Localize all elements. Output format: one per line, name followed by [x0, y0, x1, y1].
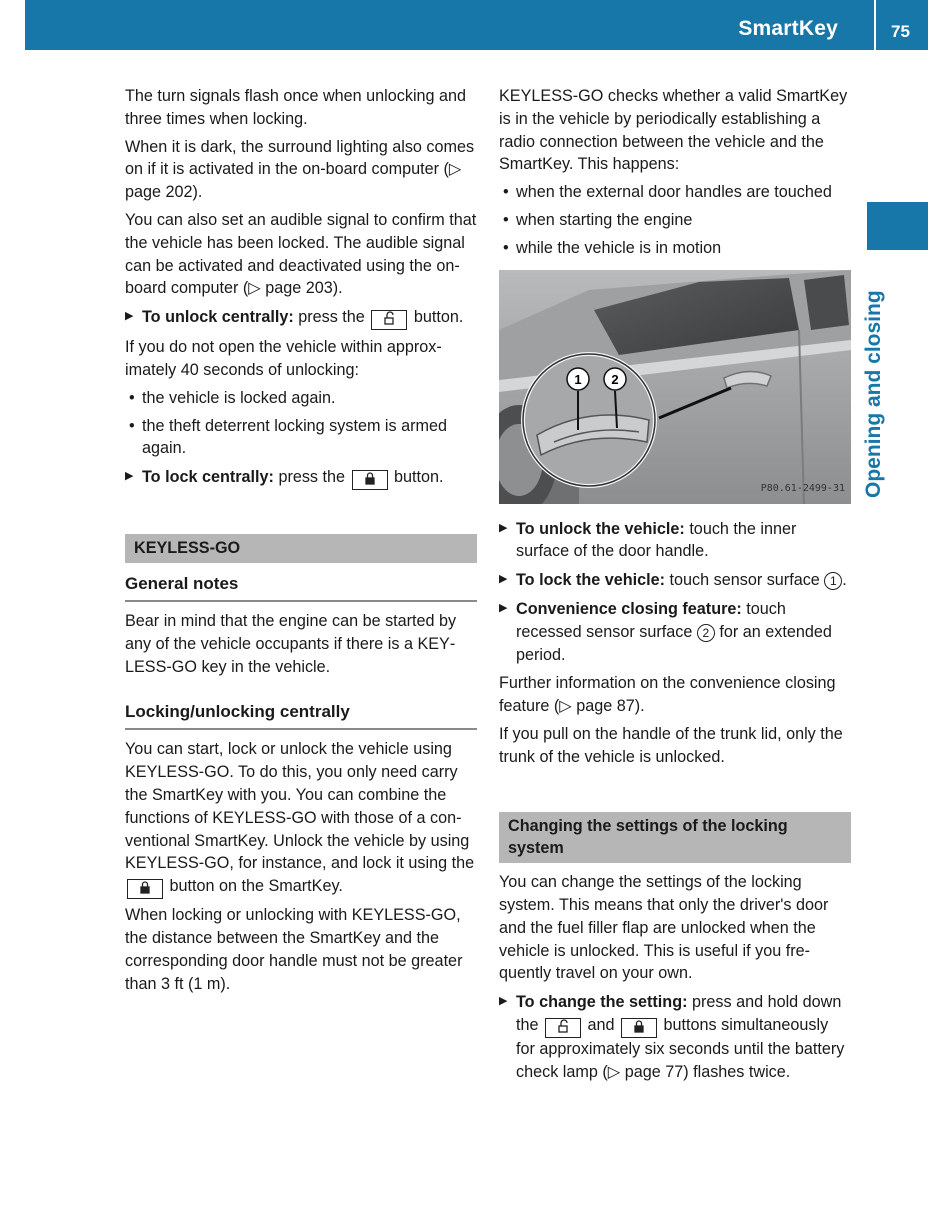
step-arrow-icon: ▶ [125, 470, 134, 483]
step-text: touch sensor surface [669, 571, 820, 590]
paragraph: You can also set an audible signal to confirm that the vehicle has been locked. The audible signal can be activated and deactivated using the on-board computer (▷ page 203). [125, 210, 477, 298]
step-text: for an extended period. [516, 622, 832, 664]
step-lock-centrally [125, 466, 477, 490]
list-item: • when the external door handles are touched [499, 181, 851, 204]
callout-2-ref: 2 [697, 624, 715, 642]
page-number: 75 [891, 22, 910, 41]
figure-code: P80.61-2499-31 [760, 482, 845, 494]
unlock-key-icon [371, 310, 407, 330]
paragraph: When locking or unlocking with KEYLESS-GO, the distance between the SmartKey and the corresponding door handle must not be greater than 3 ft (1 m). [125, 906, 463, 993]
list-item: • while the vehicle is in motion [499, 237, 851, 260]
section-title-locking-settings: Changing the settings of the locking system [499, 812, 851, 864]
step-text: touch the inner surface of the door handle. [516, 519, 797, 561]
header-bar [25, 0, 928, 50]
list-item: • the vehicle is locked again. [125, 387, 477, 410]
header-divider [874, 0, 876, 50]
paragraph: Bear in mind that the engine can be started by any of the vehicle occupants if there is a KEYLESS-GO key in the vehicle. [125, 611, 457, 676]
side-tab-label: Opening and closing [862, 290, 885, 498]
step-arrow-icon: ▶ [499, 995, 508, 1008]
step-label: To unlock centrally: [142, 308, 294, 327]
step-text: press and hold down the [516, 993, 842, 1034]
unlock-key-icon [545, 1018, 581, 1038]
subheading-general-notes: General notes [125, 573, 477, 602]
step-label: To lock the vehicle: [516, 571, 666, 590]
step-convenience-closing [499, 598, 851, 666]
paragraph: Further information on the convenience closing feature (▷ page 87). [499, 674, 836, 716]
header-title: SmartKey [738, 17, 838, 40]
step-text: touch recessed sensor surface [516, 599, 786, 641]
step-label: To change the setting: [516, 993, 688, 1012]
section-title-keyless-go: KEYLESS-GO [125, 534, 477, 563]
step-arrow-icon: ▶ [499, 573, 508, 586]
left-column [125, 85, 477, 1000]
step-text: button. [394, 468, 444, 487]
list-item: • when starting the engine [499, 209, 851, 232]
step-label: To lock centrally: [142, 468, 274, 487]
step-text: buttons simultaneously for approximately six seconds until the battery check lamp (▷ page 77) flashes twice. [516, 1015, 845, 1081]
paragraph: You can change the settings of the locking system. This means that only the driver's door and the fuel filler flap are unlocked when the vehicle is unlocked. This is useful if you frequently travel on your own. [499, 873, 829, 983]
callout-1-ref: 1 [824, 572, 842, 590]
paragraph: KEYLESS-GO checks whether a valid SmartKey is in the vehicle by periodically establishing a radio connection between the vehicle and the SmartKey. This happens: [499, 87, 848, 174]
list-item: • the theft deterrent locking system is armed again. [125, 415, 477, 461]
step-text: press the [278, 468, 346, 487]
step-arrow-icon: ▶ [499, 601, 508, 614]
paragraph: If you do not open the vehicle within approximately 40 seconds of unlocking: [125, 338, 442, 379]
subheading-locking-unlocking: Locking/unlocking centrally [125, 701, 477, 730]
step-change-setting [499, 991, 851, 1083]
step-text: button. [413, 308, 464, 327]
right-column [499, 85, 851, 1090]
callout-1-label: 1 [574, 371, 582, 387]
lock-key-icon [621, 1018, 657, 1038]
step-unlock-vehicle [499, 518, 851, 564]
lock-key-icon [352, 470, 388, 490]
paragraph: When it is dark, the surround lighting also comes on if it is activated in the on-board computer (▷ page 202). [125, 137, 475, 202]
lock-key-icon [127, 879, 163, 899]
door-handle-illustration [499, 270, 851, 504]
step-text: . [842, 571, 847, 590]
paragraph-text: button on the SmartKey. [169, 877, 343, 896]
step-arrow-icon: ▶ [125, 310, 134, 323]
paragraph-locking [125, 738, 477, 899]
step-label: Convenience closing feature: [516, 599, 742, 618]
step-unlock-centrally [125, 306, 477, 330]
callout-2-label: 2 [611, 371, 619, 387]
step-arrow-icon: ▶ [499, 521, 508, 534]
paragraph: If you pull on the handle of the trunk lid, only the trunk of the vehicle is unlocked. [499, 724, 843, 766]
step-label: To unlock the vehicle: [516, 519, 685, 538]
step-lock-vehicle [499, 569, 851, 592]
step-text: and [587, 1015, 615, 1034]
step-text: press the [298, 308, 365, 327]
paragraph: The turn signals flash once when unlocking and three times when locking. [125, 87, 467, 128]
paragraph-text: You can start, lock or unlock the vehicle using KEYLESS-GO. To do this, you only need carry the SmartKey with you. You can combine the functions of KEYLESS-GO with those of a conventional SmartKey. Unlock the vehicle by using KEYLESS-GO, for instance, and lock it using the [125, 740, 475, 873]
